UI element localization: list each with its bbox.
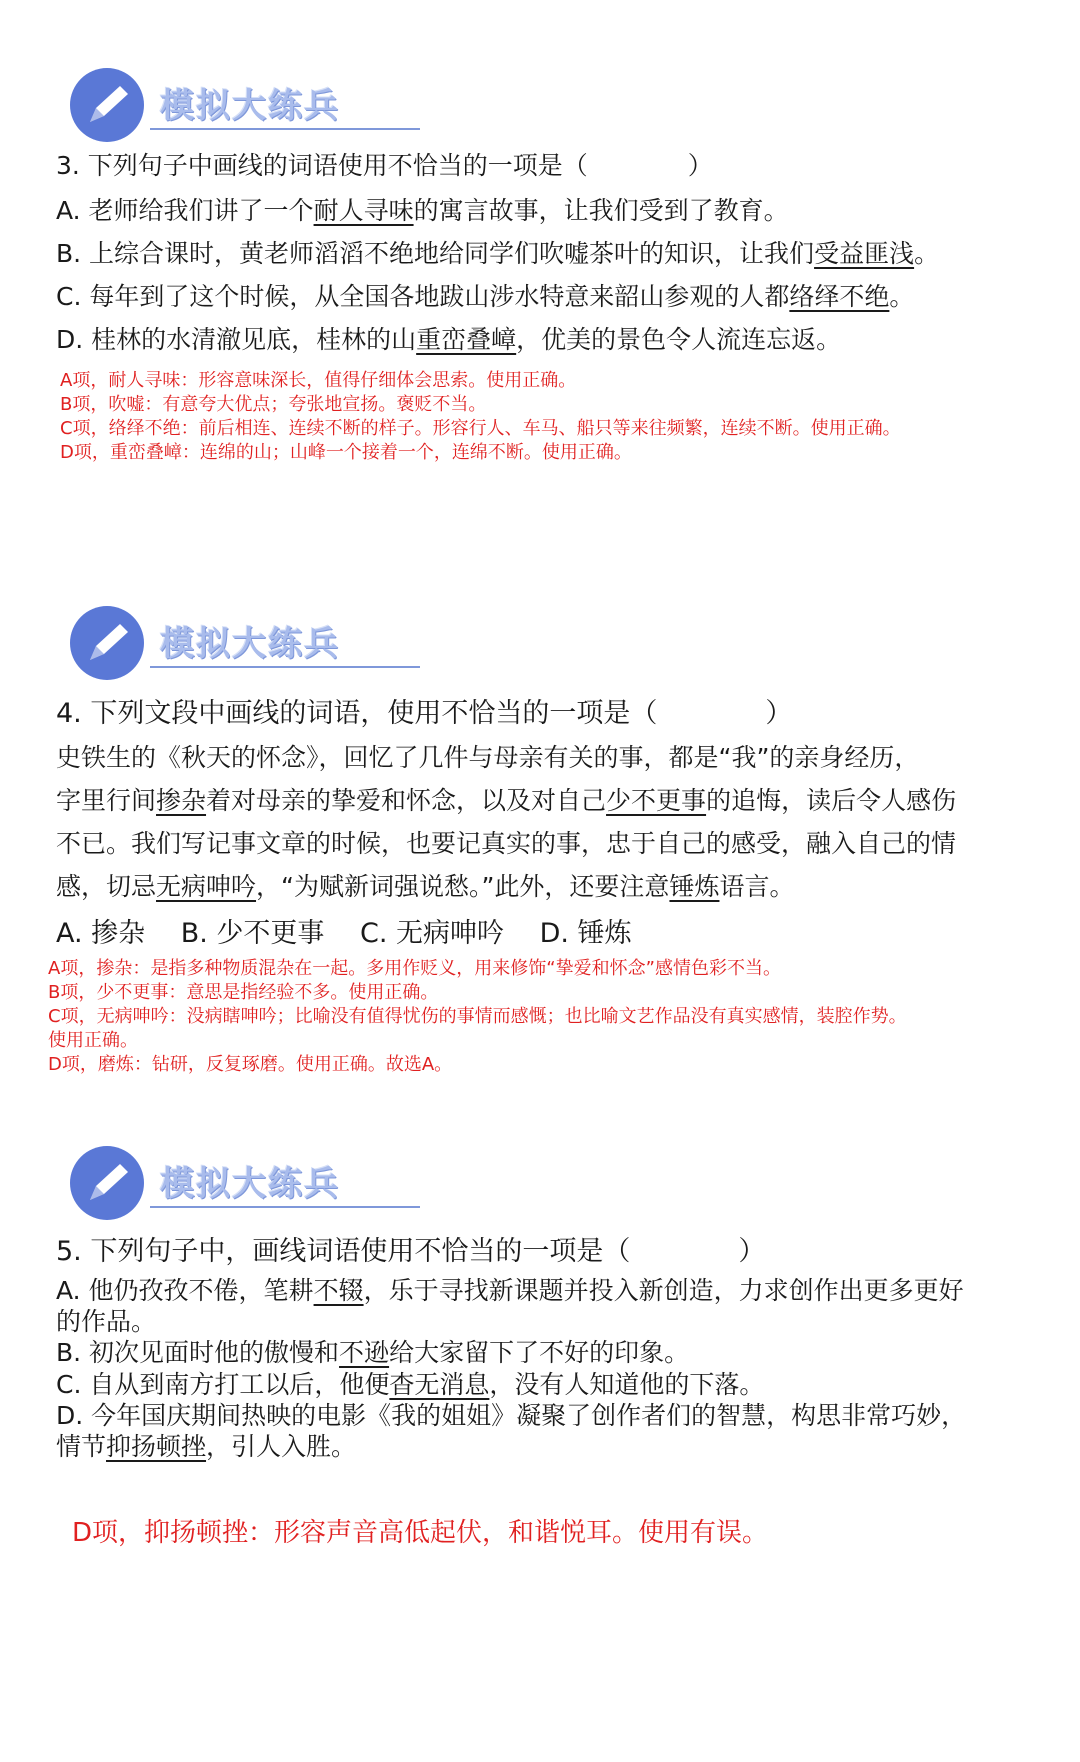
q5-option-b: B. 初次见面时他的傲慢和不逊给大家留下了不好的印象。 [56, 1338, 690, 1367]
divider [150, 128, 420, 130]
section-header-2 [70, 606, 370, 686]
divider [150, 666, 420, 668]
q5-answer: D项，抑扬顿挫：形容声音高低起伏，和谐悦耳。使用有误。 [72, 1518, 769, 1548]
q5-option-d: D. 今年国庆期间热映的电影《我的姐姐》凝聚了创作者们的智慧，构思非常巧妙， [56, 1401, 967, 1430]
q3-option-c: C. 每年到了这个时候，从全国各地跋山涉水特意来韶山参观的人都络绎不绝。 [56, 282, 915, 311]
section-title: 模拟大练兵 [160, 1164, 340, 1204]
q3-stem: 3. 下列句子中画线的词语使用不恰当的一项是（ ） [56, 151, 713, 180]
q5-option-a-cont: 的作品。 [56, 1307, 157, 1336]
q4-passage-line-2: 字里行间掺杂着对母亲的挚爱和怀念，以及对自己少不更事的追悔，读后令人感伤 [56, 786, 957, 815]
q5-option-d-cont: 情节抑扬顿挫，引人入胜。 [56, 1432, 357, 1461]
pencil-badge-icon [70, 1146, 144, 1220]
q5-option-c: C. 自从到南方打工以后，他便杳无消息，没有人知道他的下落。 [56, 1370, 765, 1399]
section-header-1 [70, 68, 370, 148]
q4-options: A. 掺杂 B. 少不更事 C. 无病呻吟 D. 锤炼 [56, 918, 632, 949]
pencil-badge-icon [70, 68, 144, 142]
q3-option-a: A. 老师给我们讲了一个耐人寻味的寓言故事，让我们受到了教育。 [56, 196, 789, 225]
divider [150, 1206, 420, 1208]
q3-option-b: B. 上综合课时，黄老师滔滔不绝地给同学们吹嘘茶叶的知识，让我们受益匪浅。 [56, 239, 940, 268]
q4-passage-line-1: 史铁生的《秋天的怀念》，回忆了几件与母亲有关的事，都是“我”的亲身经历， [56, 743, 920, 772]
section-title: 模拟大练兵 [160, 86, 340, 126]
section-title: 模拟大练兵 [160, 624, 340, 664]
pencil-badge-icon [70, 606, 144, 680]
q5-stem: 5. 下列句子中，画线词语使用不恰当的一项是（ ） [56, 1236, 766, 1267]
q5-option-a: A. 他仍孜孜不倦，笔耕不辍，乐于寻找新课题并投入新创造，力求创作出更多更好 [56, 1276, 964, 1305]
q4-stem: 4. 下列文段中画线的词语，使用不恰当的一项是（ ） [56, 698, 793, 729]
q4-passage-line-4: 感，切忌无病呻吟，“为赋新词强说愁。”此外，还要注意锤炼语言。 [56, 872, 795, 901]
q4-answer: A项，掺杂：是指多种物质混杂在一起。多用作贬义，用来修饰“挚爱和怀念”感情色彩不当。 B项，少不更事：意思是指经验不多。使用正确。 C项，无病呻吟：没病瞎呻吟；比喻没有值得忧伤的事情而感慨；也比喻文艺作品没有真实感情，装腔作势。 使用正确。 D项，磨炼：钻研，反复琢磨。使用正确。故选A。 [48, 958, 907, 1075]
section-header-3 [70, 1146, 370, 1226]
q3-answer: A项，耐人寻味：形容意味深长，值得仔细体会思索。使用正确。 B项，吹嘘：有意夸大优点；夸张地宣扬。褒贬不当。 C项，络绎不绝：前后相连、连续不断的样子。形容行人、车马、船只等来往频繁，连续不断。使用正确。 D项，重峦叠嶂：连绵的山；山峰一个接着一个，连绵不断。使用正确。 [60, 370, 901, 463]
q3-option-d: D. 桂林的水清澈见底，桂林的山重峦叠嶂，优美的景色令人流连忘返。 [56, 325, 842, 354]
q4-passage-line-3: 不已。我们写记事文章的时候，也要记真实的事，忠于自己的感受，融入自己的情 [56, 829, 957, 858]
